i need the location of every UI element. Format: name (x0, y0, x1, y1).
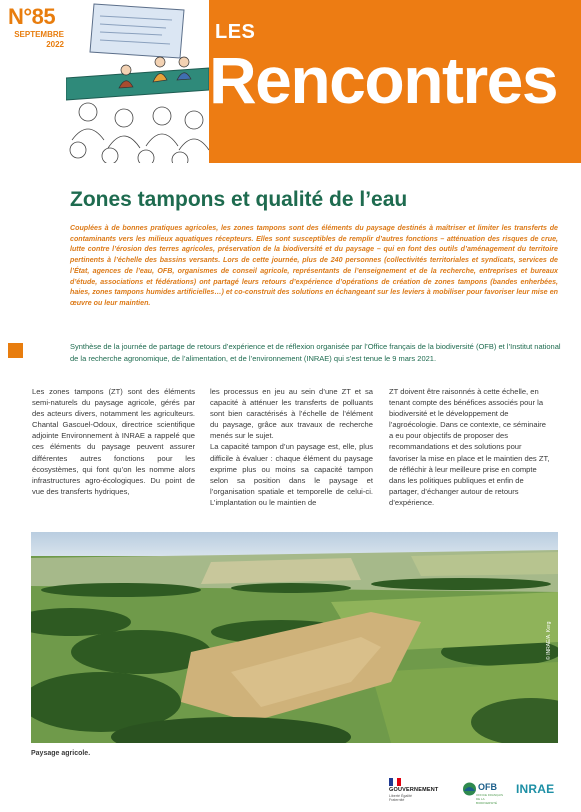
series-label: LES (215, 21, 256, 43)
landscape-photo (31, 532, 558, 743)
intro-paragraph: Couplées à de bonnes pratiques agricoles, les zones tampons sont des éléments du paysage destinés à maîtriser et limiter les transferts de contaminants vers les milieux aquatiques récepteurs. Elles sont susceptibles de remplir d’autres fonctions – atténuation des risques de crue, lutte contre l’érosion des terres agricoles, préservation de la biodiversité et du paysage – qui en font des outils d’aménagement du territoire pertinents à l’échelle des bassins versants. Lors de cette journée, plus de 240 personnes (collectivités territoriales et syndicats, services de l’État, agences de l’eau, OFB, organismes de conseil agricole, représentants de l’enseignement et de la recherche, entreprises et bureaux d’étude, associations et fédérations) ont partagé leurs retours d’expérience d’opérations de création de zones tampons (bandes enherbées, haies, zones tampons humides artificielles…) et co-construit des solutions en échangeant sur les leviers à mobiliser pour favoriser leur mise en œuvre ou leur maintien. (70, 224, 558, 307)
header-illustration (66, 0, 209, 163)
ofb-name: OFB (478, 782, 497, 792)
page-title: Zones tampons et qualité de l’eau (70, 188, 408, 211)
inrae-logo: INRAE (516, 782, 555, 796)
section-marker (8, 343, 23, 358)
issue-year: 2022 (46, 40, 64, 49)
ofb-emblem-icon (462, 781, 477, 799)
ofb-logo (462, 781, 504, 805)
french-flag-icon (389, 778, 401, 786)
body-column-3: ZT doivent être raisonnés à cette échelle, en tenant compte des bénéfices associés pour la biodiversité et le développement de l’agroécologie. Dans ce contexte, ce séminaire a eu pour objectifs de proposer des recommandations et des solutions pour favoriser la mise en place et le maintien des ZT, de réfléchir à leur meilleure prise en compte dans les politiques publiques et enfin de partager, d’échanger autour de retours d’expérience. (389, 387, 550, 507)
header-banner (209, 0, 581, 163)
government-name: GOUVERNEMENT (389, 787, 439, 793)
ofb-subtitle: OFFICE FRANÇAIS DE LA BIODIVERSITÉ (476, 793, 504, 805)
body-column-2 (210, 386, 373, 508)
series-title: Rencontres (209, 43, 558, 117)
body-column-2-paragraph-1: les processus en jeu au sein d’une ZT et sa capacité à atténuer les transferts de polluants sont bien caractérisés à l’échelle de l’élément du paysage, grâce aux travaux de recherche menés sur le sujet. (210, 387, 373, 441)
photo-caption: Paysage agricole. (31, 750, 91, 757)
photo-credit: © INRAE/A. Kerg (546, 621, 552, 660)
issue-number: N°85 (8, 4, 56, 29)
government-motto: Liberté Égalité Fraternité (389, 794, 412, 802)
synthesis-paragraph: Synthèse de la journée de partage de retours d’expérience et de réflexion organisée par l’Office français de la biodiversité (OFB) et l’Institut national de la recherche agronomique, de l’alimentation, et de l’environnement (INRAE) qui s’est tenue le 9 mars 2021. (70, 342, 561, 363)
issue-month: SEPTEMBRE (14, 30, 64, 39)
government-logo (389, 778, 447, 808)
body-column-1: Les zones tampons (ZT) sont des éléments semi-naturels du paysage agricole, gérés par des acteurs divers, notamment les agriculteurs. Chantal Gascuel-Odoux, directrice scientifique adjointe Environnement à INRAE a rappelé que ces éléments du paysage peuvent assurer différentes autres fonctions pour les écosystèmes, qui font qu’on les nomme alors infrastructures agro-écologiques. Du point de vue des transferts hydriques, (32, 387, 195, 496)
body-column-2-paragraph-2: La capacité tampon d’un paysage est, elle, plus difficile à évaluer : chaque élément du paysage exprime plus ou moins sa capacité tampon selon sa position dans le paysage et l’organisation spatiale et temporelle de celui-ci. L’implantation ou le maintien de (210, 442, 373, 507)
